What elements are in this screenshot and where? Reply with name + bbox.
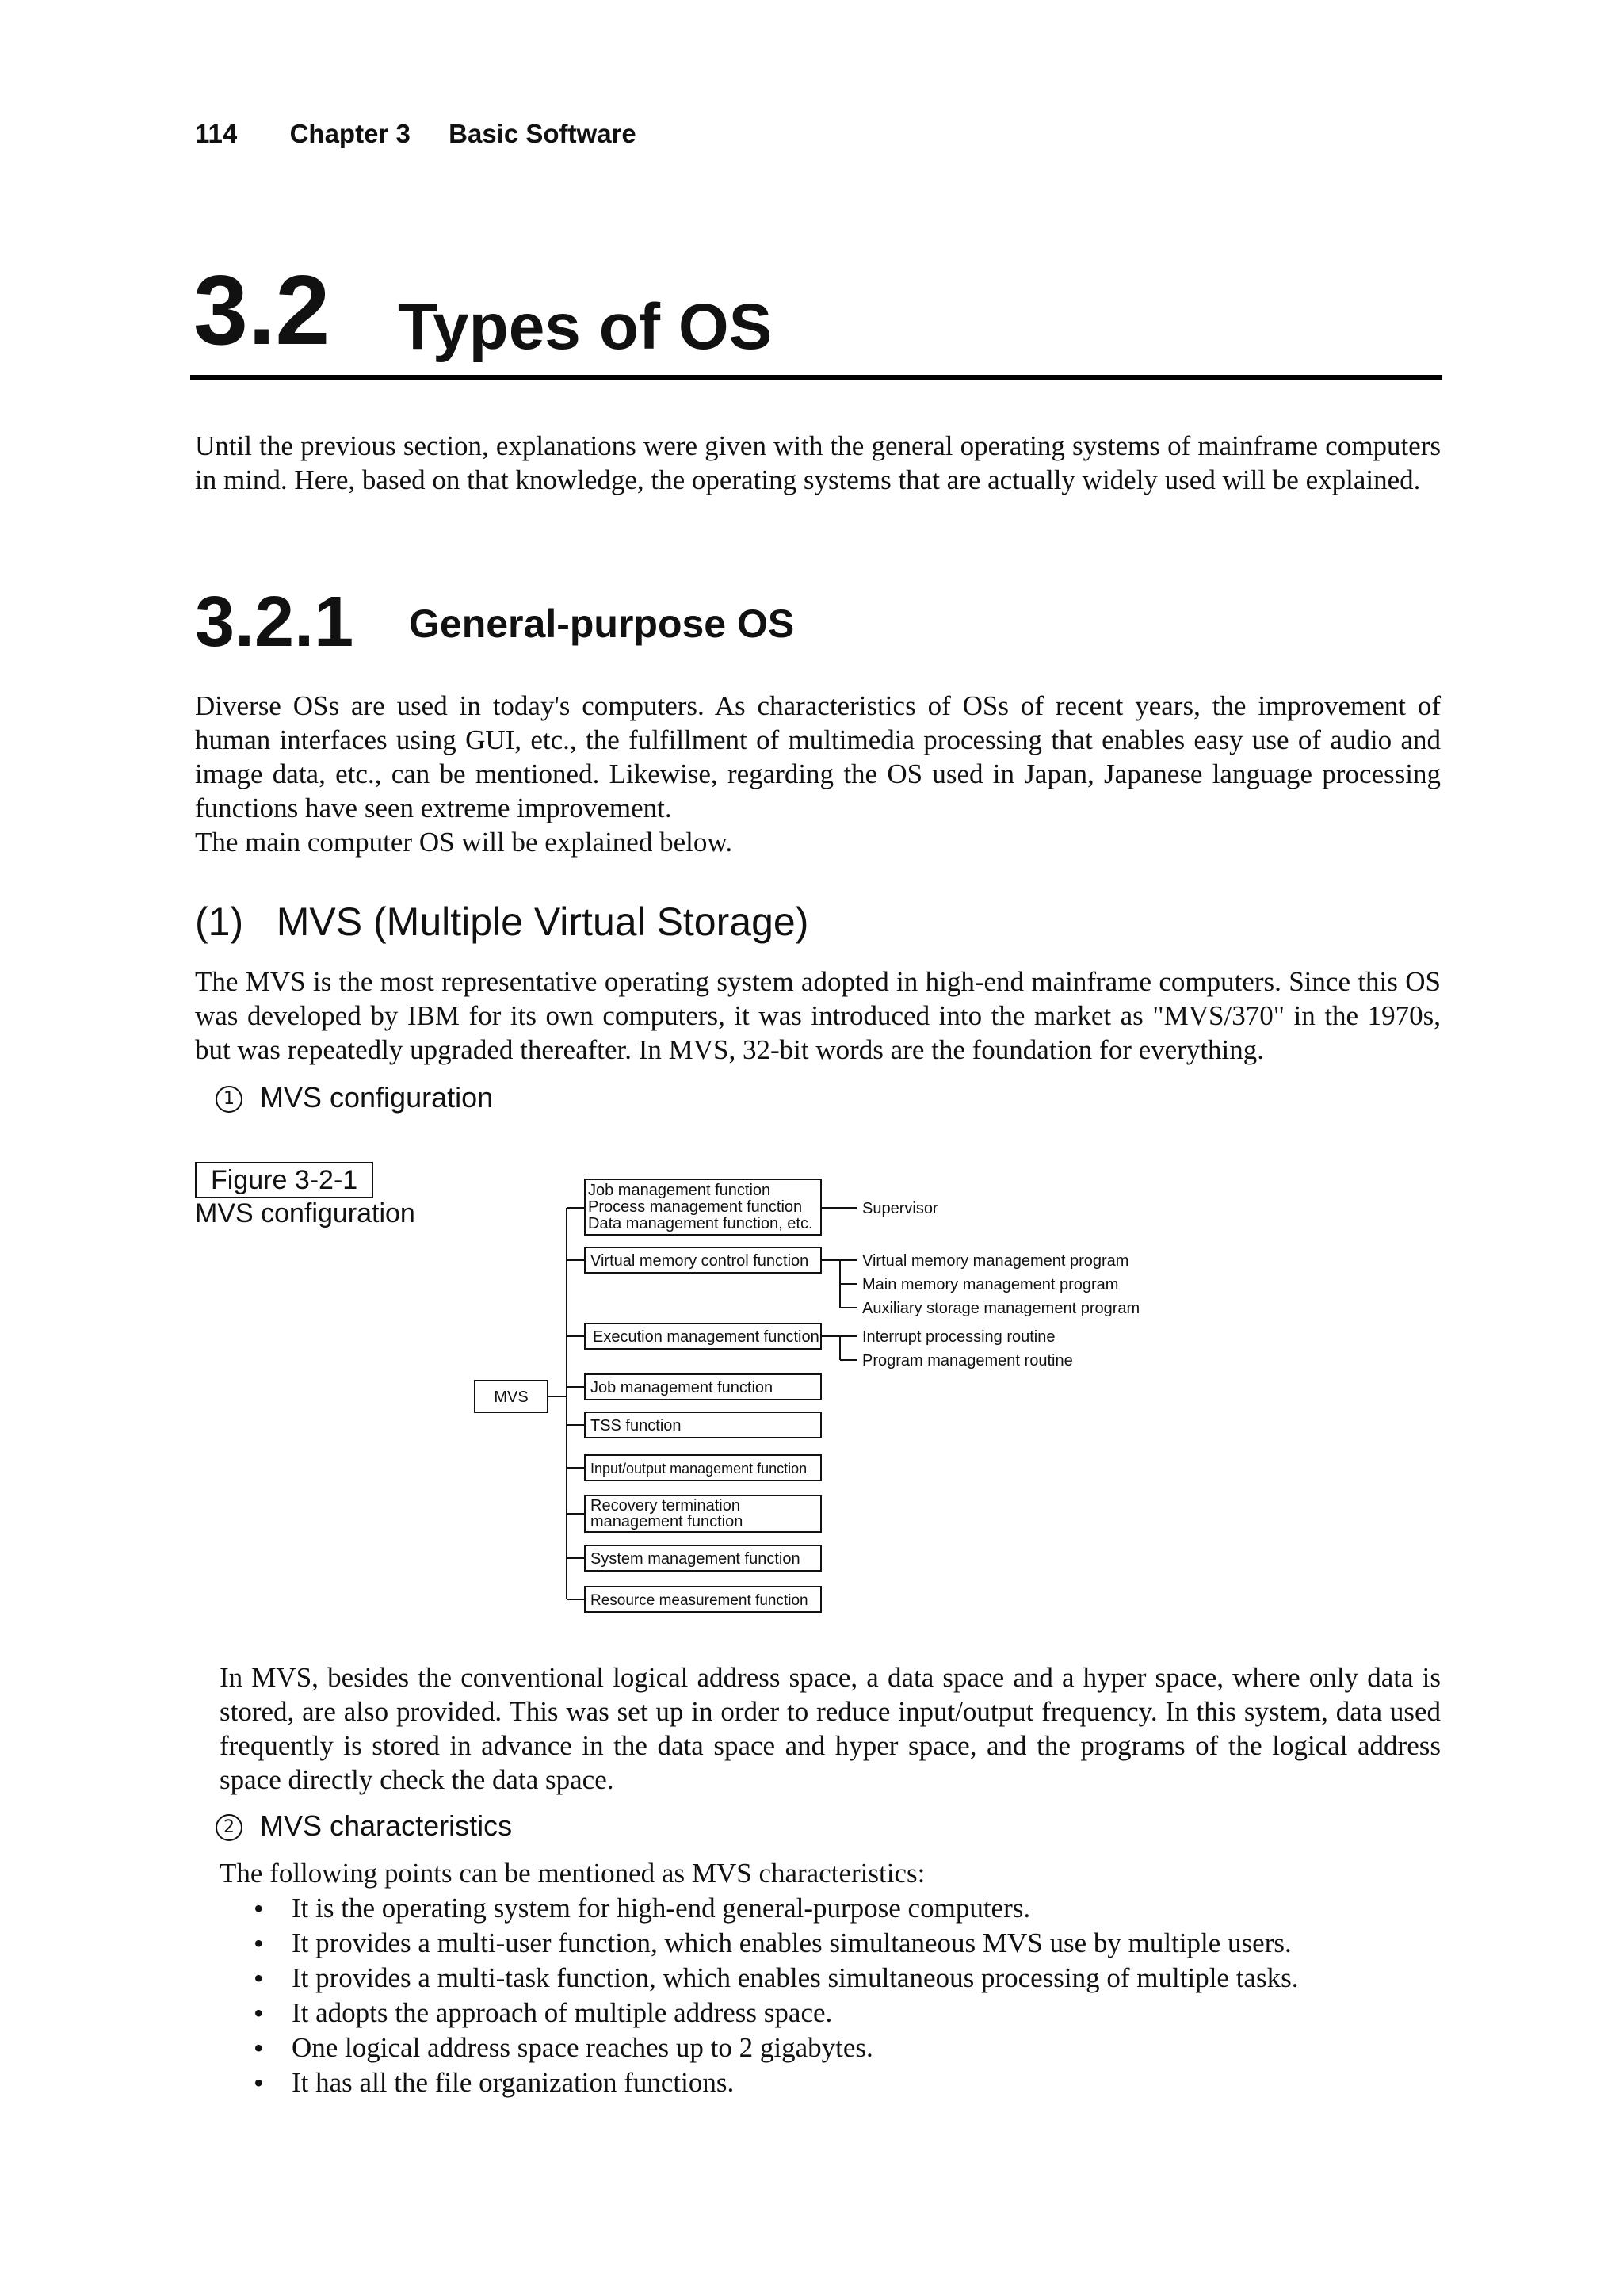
diagram-vmc-child-1: Virtual memory management program	[862, 1252, 1129, 1270]
diagram-io-label: Input/output management function	[590, 1461, 808, 1477]
list-item: • It is the operating system for high-end general-purpose computers.	[254, 1891, 1442, 1926]
circled-number-1: 1	[216, 1086, 242, 1113]
subheading-text: MVS configuration	[260, 1081, 494, 1114]
figure-caption: MVS configuration	[195, 1198, 415, 1228]
list-item: • It adopts the approach of multiple address space.	[254, 1996, 1442, 2030]
subheading-text: MVS characteristics	[260, 1809, 513, 1842]
section-number: 3.2	[193, 256, 330, 365]
diagram-vmc-child-2: Main memory management program	[862, 1276, 1119, 1293]
subsection-para-2: The main computer OS will be explained below.	[195, 827, 733, 858]
subsection-title: General-purpose OS	[409, 602, 795, 646]
diagram-box1-line1: Job management function	[588, 1182, 771, 1199]
mvs-intro-para: The MVS is the most representative operating system adopted in high-end mainframe computers. Since this OS was developed by IBM for its own computers, it was introduced into the market as "MVS/370" in the 1970s, but was repeatedly upgraded thereafter. In MVS, 32-bit words are the foundation for everything.	[195, 966, 1441, 1065]
characteristics-intro: The following points can be mentioned as MVS characteristics:	[220, 1858, 926, 1889]
diagram-exec-label: Execution management function	[593, 1328, 819, 1346]
diagram-vmc-child-3: Auxiliary storage management program	[862, 1300, 1140, 1317]
subsection-para: Diverse OSs are used in today's computers. As characteristics of OSs of recent years, the improvement of human interfaces using GUI, etc., the fulfillment of multimedia processing that enables easy use of audio and image data, etc., can be mentioned. Likewise, regarding the OS used in Japan, Japanese language processing functions have seen extreme improvement.	[195, 690, 1441, 823]
list-item: • One logical address space reaches up to 2 gigabytes.	[254, 2030, 1442, 2065]
section-title: Types of OS	[398, 291, 773, 363]
chapter-title: Basic Software	[449, 119, 636, 148]
diagram-tss-label: TSS function	[590, 1417, 682, 1435]
diagram-box1-line2: Process management function	[588, 1198, 803, 1216]
subheading-mvs-characteristics	[216, 1809, 513, 1842]
section-intro: Until the previous section, explanations were given with the general operating systems of mainframe computers in mind. Here, based on that knowledge, the operating systems that are actually widely used will be explained.	[195, 430, 1441, 495]
list-item: • It has all the file organization functions.	[254, 2065, 1442, 2100]
diagram-exec-child-2: Program management routine	[862, 1352, 1073, 1370]
diagram-vmc-label: Virtual memory control function	[590, 1252, 809, 1270]
diagram-box1-line3: Data management function, etc.	[588, 1215, 813, 1232]
diagram-recovery-line1: Recovery termination	[590, 1497, 740, 1515]
diagram-sysmgmt-label: System management function	[590, 1550, 800, 1568]
figure-label: Figure 3-2-1	[195, 1162, 373, 1198]
page-number: 114	[195, 119, 238, 148]
diagram-exec-child-1: Interrupt processing routine	[862, 1328, 1056, 1346]
diagram-job-label: Job management function	[590, 1379, 773, 1396]
circled-number-2: 2	[216, 1814, 242, 1841]
diagram-resource-label: Resource measurement function	[590, 1592, 808, 1609]
chapter-label: Chapter 3	[289, 119, 411, 148]
list-item: • It provides a multi-task function, which enables simultaneous processing of multiple tasks.	[254, 1961, 1442, 1996]
subsection-number: 3.2.1	[195, 583, 354, 662]
item-title-mvs: (1) MVS (Multiple Virtual Storage)	[195, 900, 809, 944]
list-item: • It provides a multi-user function, which enables simultaneous MVS use by multiple users.	[254, 1926, 1442, 1961]
diagram-supervisor-label: Supervisor	[862, 1200, 938, 1217]
characteristics-list	[254, 1891, 1442, 2100]
diagram-root-label: MVS	[494, 1389, 529, 1406]
mvs-address-space-para: In MVS, besides the conventional logical address space, a data space and a hyper space, where only data is stored, are also provided. This was set up in order to reduce input/output frequency. In this system, data used frequently is stored in advance in the data space and hyper space, and the programs of the logical address space directly check the data space.	[220, 1662, 1441, 1795]
diagram-recovery-line2: management function	[590, 1513, 743, 1530]
